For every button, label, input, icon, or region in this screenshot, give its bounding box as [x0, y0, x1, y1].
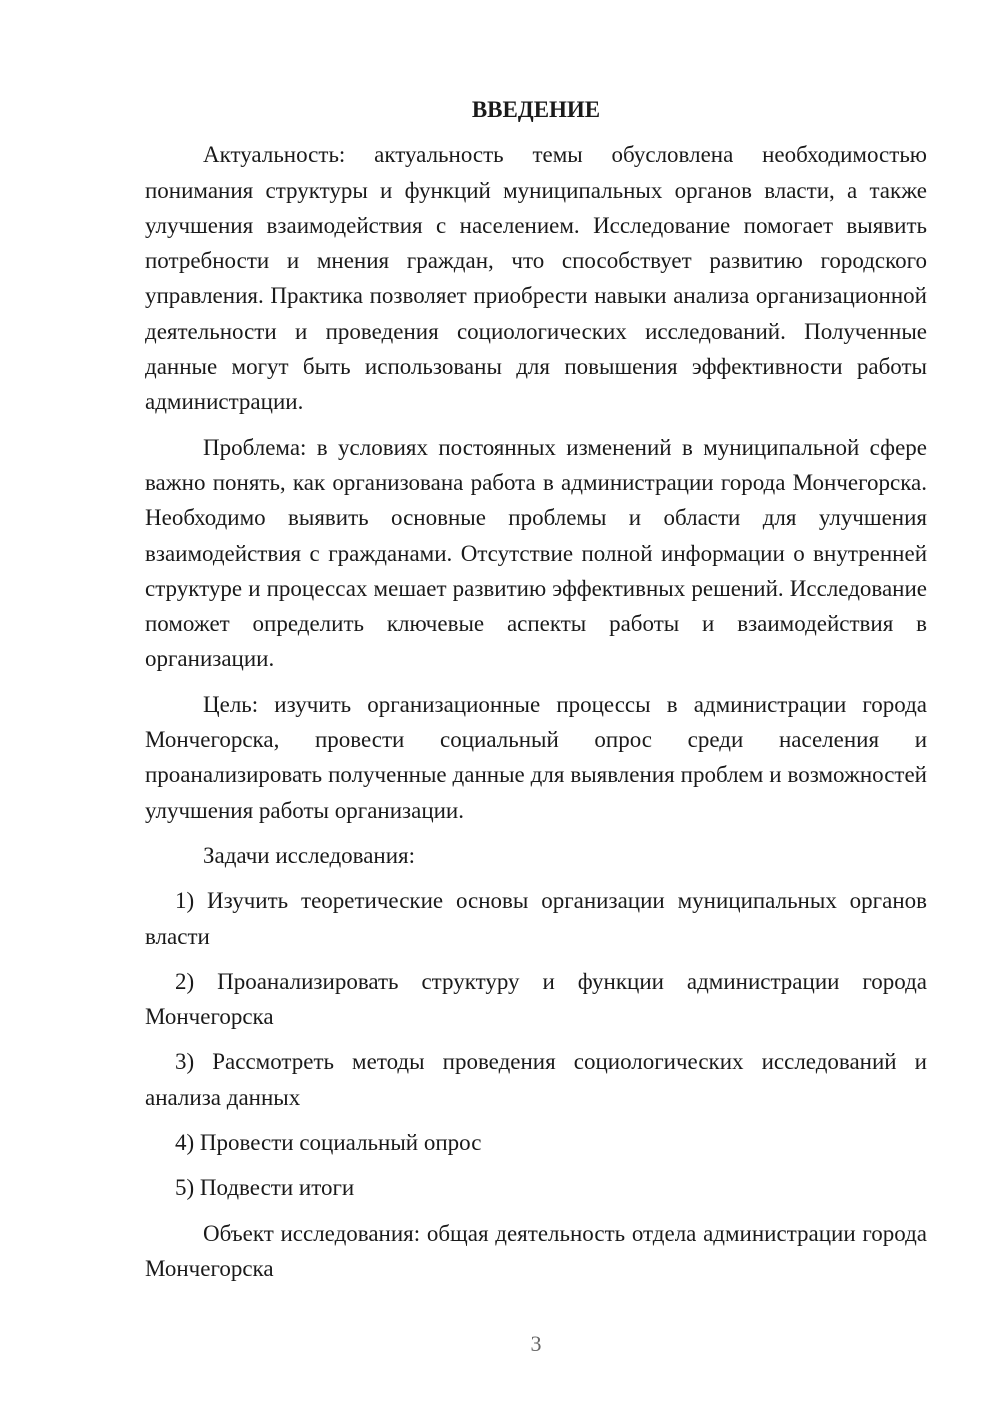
page-content — [145, 92, 927, 1296]
relevance-paragraph: Актуальность: актуальность темы обусловлена необходимостью понимания структуры и функций муниципальных органов власти, а также улучшения взаимодействия с населением. Исследование помогает выявить потребности и мнения граждан, что способствует развитию городского управления. Практика позволяет приобрести навыки анализа организационной деятельности и проведения социологических исследований. Полученные данные могут быть использованы для повышения эффективности работы администрации. — [145, 142, 927, 415]
tasks-heading: Задачи исследования: — [203, 842, 416, 868]
goal-paragraph: Цель: изучить организационные процессы в администрации города Мончегорска, провести социальный опрос среди населения и проанализировать полученные данные для выявления проблем и возможностей улучшения работы организации. — [145, 691, 927, 823]
section-title: ВВЕДЕНИЕ — [471, 97, 601, 122]
task-item-4: 4) Провести социальный опрос — [175, 1130, 482, 1156]
task-item-5: 5) Подвести итоги — [175, 1175, 355, 1201]
problem-paragraph: Проблема: в условиях постоянных изменений в муниципальной сфере важно понять, как организована работа в администрации города Мончегорска. Необходимо выявить основные проблемы и области для улучшения взаимодействия с гражданами. Отсутствие полной информации о внутренней структуре и процессах мешает развитию эффективных решений. Исследование поможет определить ключевые аспекты работы и взаимодействия в организации. — [145, 434, 927, 672]
task-item-3: 3) Рассмотреть методы проведения социологических исследований и анализа данных — [145, 1049, 927, 1110]
object-paragraph: Объект исследования: общая деятельность отдела администрации города Мончегорска — [145, 1220, 927, 1281]
page-number: 3 — [530, 1331, 542, 1356]
task-item-1: 1) Изучить теоретические основы организации муниципальных органов власти — [145, 888, 927, 949]
task-item-2: 2) Проанализировать структуру и функции администрации города Мончегорска — [145, 968, 927, 1030]
